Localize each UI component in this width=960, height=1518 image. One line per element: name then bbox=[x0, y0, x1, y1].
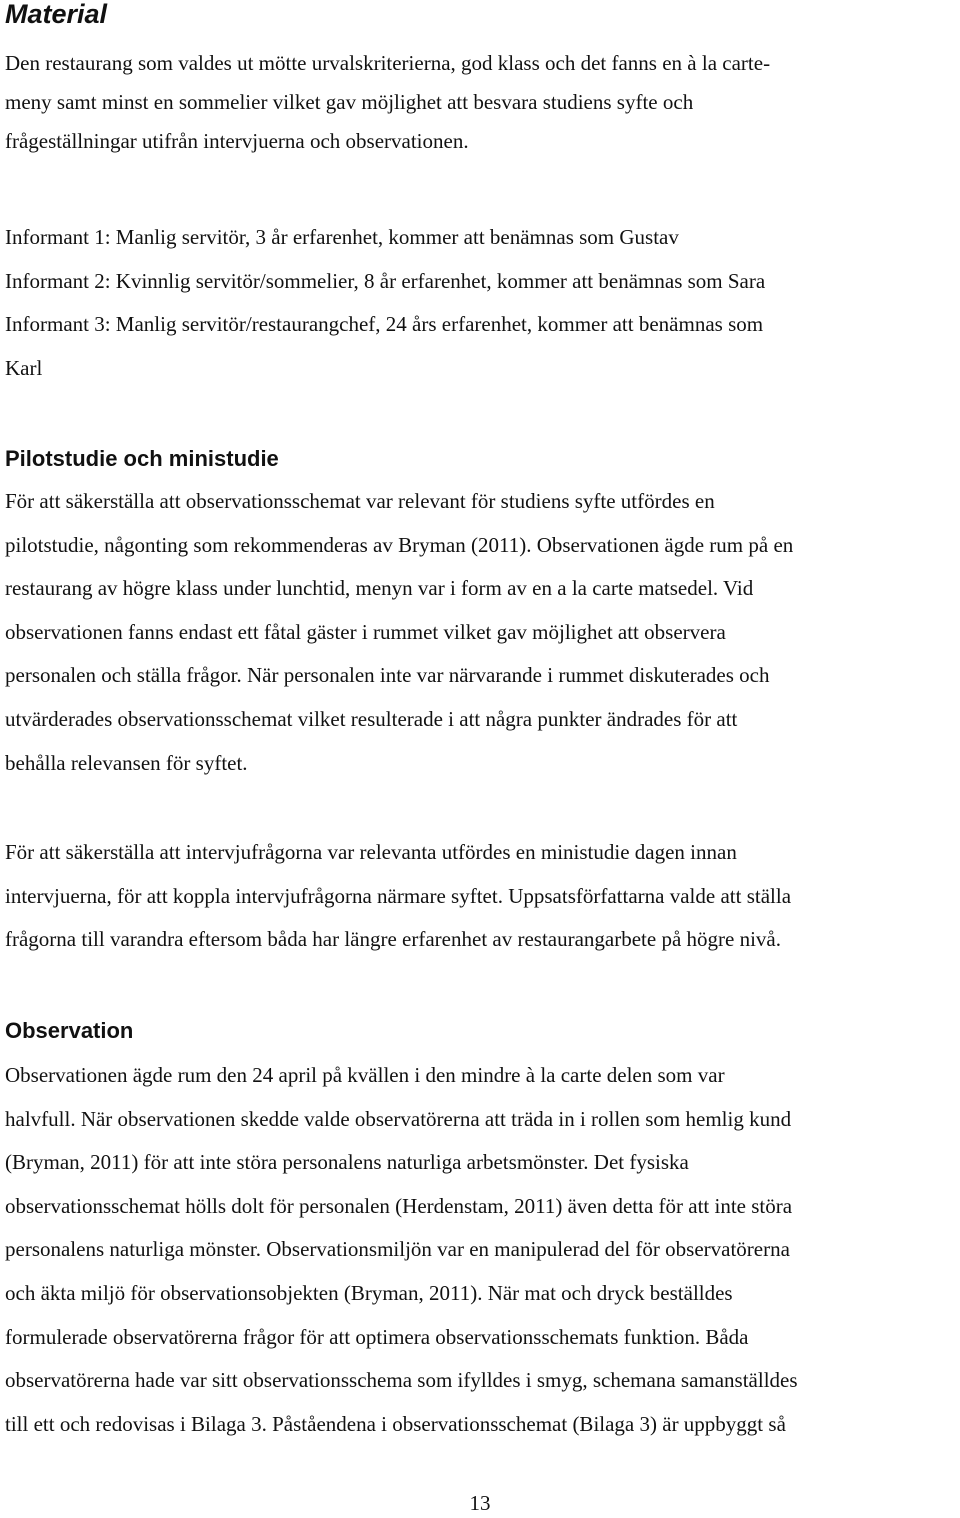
informant-line: Informant 3: Manlig servitör/restaurangchef, 24 års erfarenhet, kommer att benämnas som bbox=[5, 312, 764, 337]
text-line: (Bryman, 2011) för att inte störa personalens naturliga arbetsmönster. Det fysiska bbox=[5, 1150, 689, 1175]
text-line: Observationen ägde rum den 24 april på kvällen i den mindre à la carte delen som var bbox=[5, 1063, 725, 1087]
text-line: formulerade observatörerna frågor för att optimera observationsschemats funktion. Båda bbox=[5, 1324, 749, 1349]
text-line: pilotstudie, någonting som rekommenderas av Bryman (2011). Observationen ägde rum på en bbox=[5, 532, 794, 557]
text-line: personalens naturliga mönster. Observationsmiljön var en manipulerad del för observatörerna bbox=[5, 1237, 790, 1262]
text-line: restaurang av högre klass under lunchtid, menyn var i form av en a la carte matsedel. Vid bbox=[5, 576, 754, 601]
section-heading-material: Material bbox=[5, 0, 108, 29]
section-heading-pilotstudie: Pilotstudie och ministudie bbox=[5, 446, 279, 471]
text-line: observationsschemat hölls dolt för personalen (Herdenstam, 2011) även detta för att inte störa bbox=[5, 1193, 793, 1218]
text-line: intervjuerna, för att koppla intervjufrågorna närmare syftet. Uppsatsförfattarna valde att ställa bbox=[5, 883, 792, 908]
text-line: frågorna till varandra eftersom båda har längre erfarenhet av restaurangarbete på högre nivå. bbox=[5, 927, 782, 952]
text-line: halvfull. När observationen skedde valde observatörerna att träda in i rollen som hemlig kund bbox=[5, 1106, 792, 1131]
text-line: behålla relevansen för syftet. bbox=[5, 750, 248, 775]
ministudie-paragraph bbox=[5, 831, 960, 962]
informants-paragraph bbox=[5, 216, 960, 390]
section-heading-observation: Observation bbox=[5, 1018, 134, 1043]
text-line: till ett och redovisas i Bilaga 3. Påståendena i observationsschemat (Bilaga 3) är uppbyggt så bbox=[5, 1411, 786, 1436]
pilotstudie-paragraph bbox=[5, 480, 960, 785]
text-line: För att säkerställa att observationsschemat var relevant för studiens syfte utfördes en bbox=[5, 489, 715, 513]
observation-paragraph bbox=[5, 1054, 960, 1446]
text-line: Den restaurang som valdes ut mötte urvalskriterierna, god klass och det fanns en à la carte- bbox=[5, 51, 771, 75]
informant-line: Karl bbox=[5, 355, 43, 380]
informant-line: Informant 1: Manlig servitör, 3 år erfarenhet, kommer att benämnas som Gustav bbox=[5, 225, 679, 249]
text-line: För att säkerställa att intervjufrågorna var relevanta utfördes en ministudie dagen innan bbox=[5, 840, 737, 864]
text-line: utvärderades observationsschemat vilket resulterade i att några punkter ändrades för att bbox=[5, 706, 738, 731]
page-number: 13 bbox=[469, 1491, 491, 1515]
text-line: observationen fanns endast ett fåtal gäster i rummet vilket gav möjlighet att observera bbox=[5, 619, 726, 644]
text-line: personalen och ställa frågor. När personalen inte var närvarande i rummet diskuterades och bbox=[5, 663, 770, 688]
text-line: observatörerna hade var sitt observationsschema som ifylldes i smyg, schemana samanställdes bbox=[5, 1368, 798, 1393]
text-line: meny samt minst en sommelier vilket gav möjlighet att besvara studiens syfte och bbox=[5, 90, 694, 114]
material-intro-paragraph bbox=[5, 44, 960, 161]
text-line: frågeställningar utifrån intervjuerna och observationen. bbox=[5, 129, 469, 153]
text-line: och äkta miljö för observationsobjekten (Bryman, 2011). När mat och dryck beställdes bbox=[5, 1280, 733, 1305]
informant-line: Informant 2: Kvinnlig servitör/sommelier, 8 år erfarenhet, kommer att benämnas som Sara bbox=[5, 268, 766, 293]
